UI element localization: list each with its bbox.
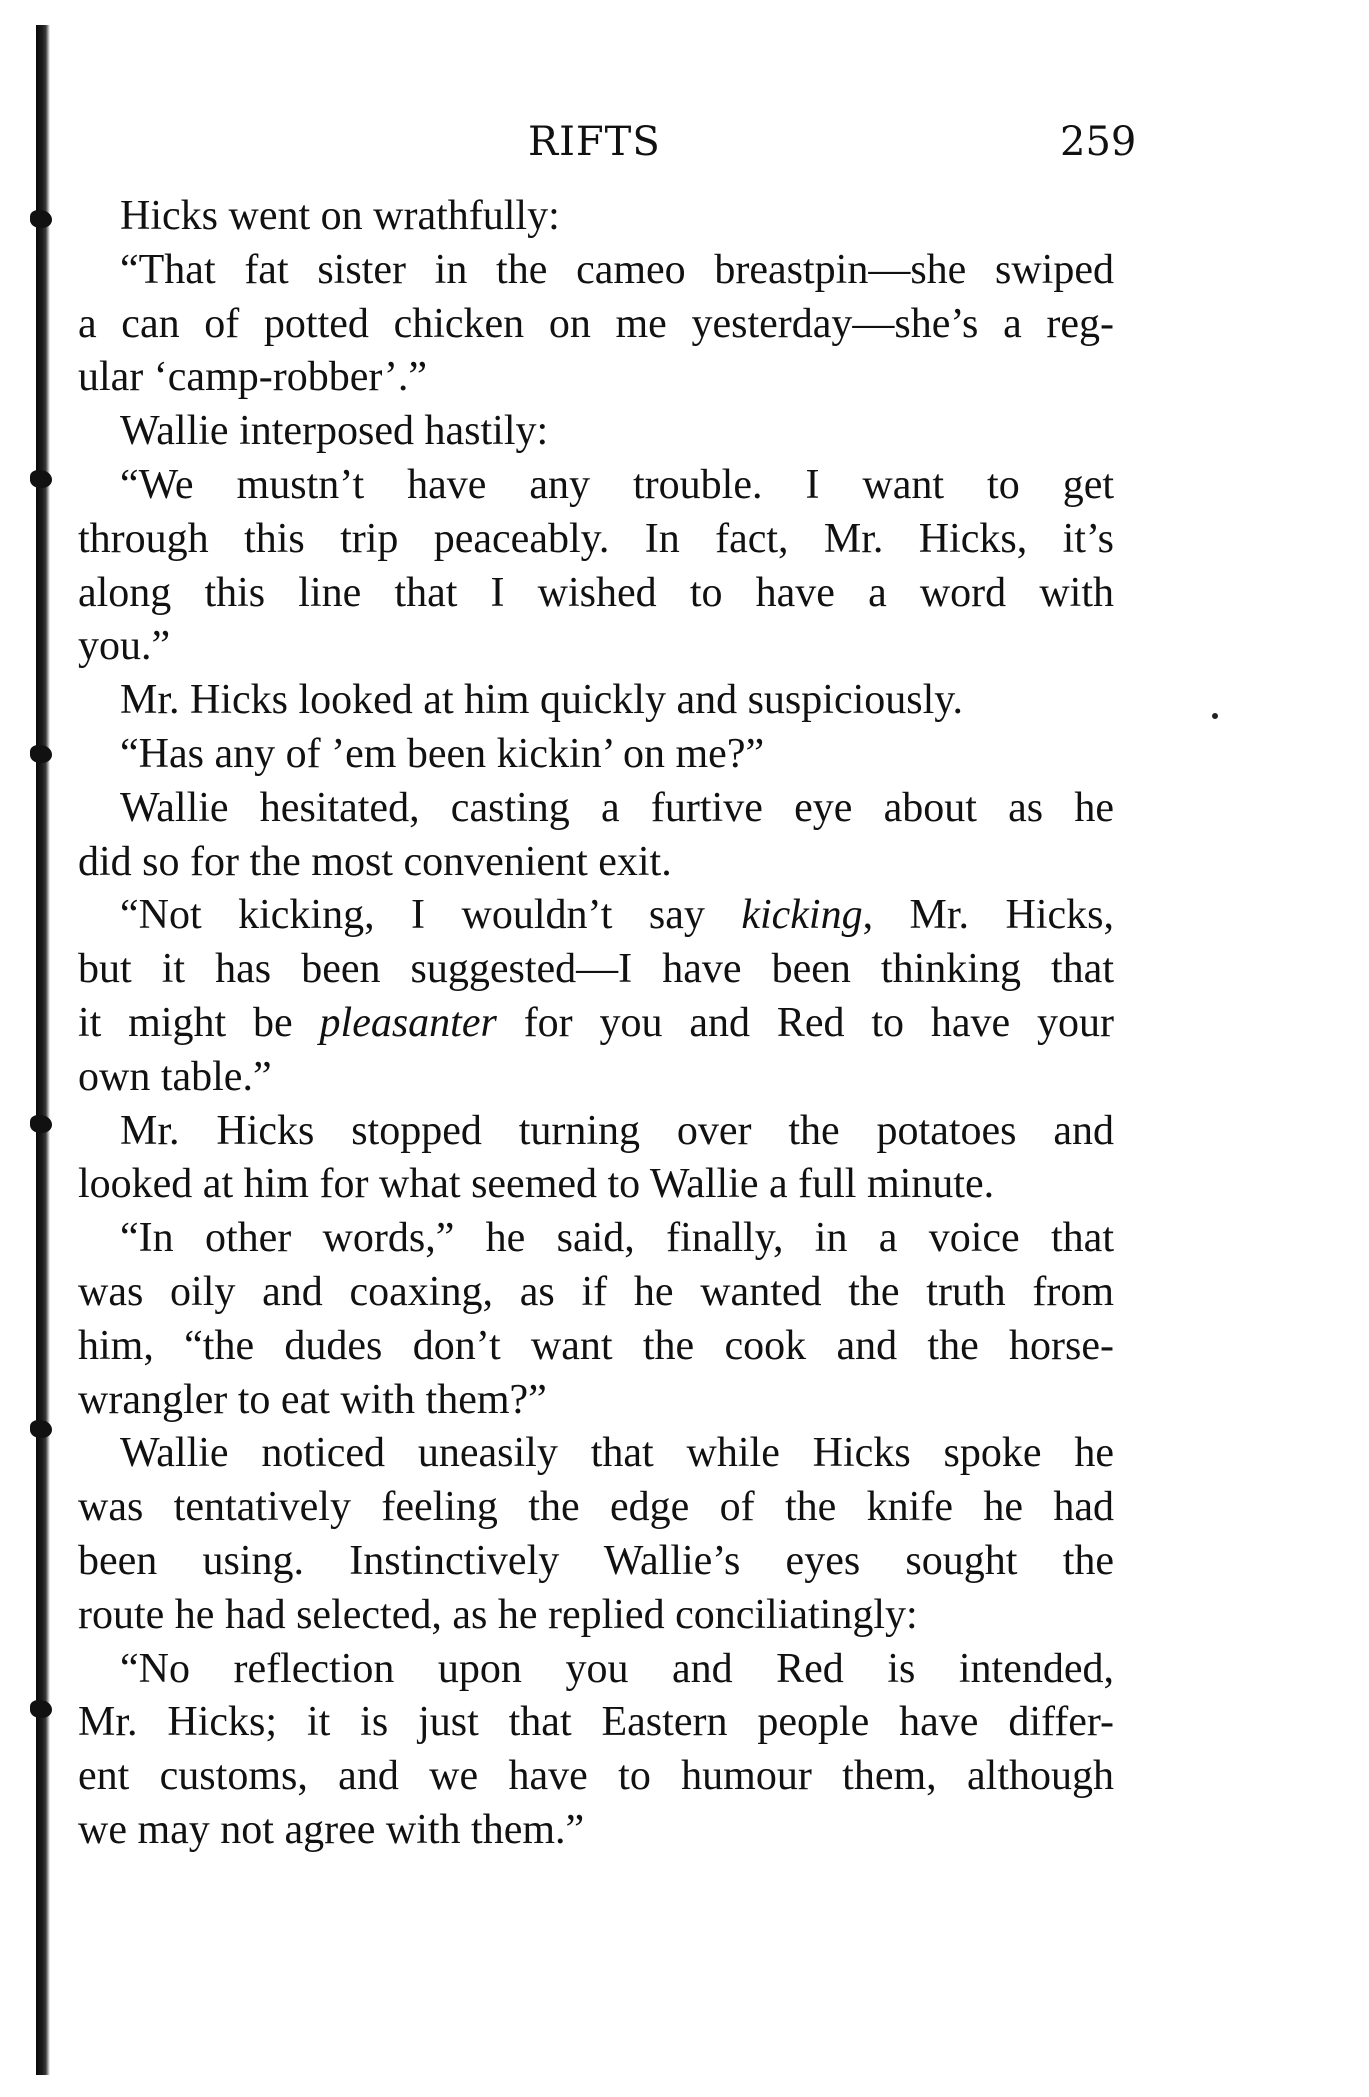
text-line: “Not kicking, I wouldn’t say kicking, Mr. Hicks, xyxy=(120,892,1115,939)
text-line: through this trip peaceably. In fact, Mr. Hicks, it’s xyxy=(78,515,1114,562)
text-line: been using. Instinctively Wallie’s eyes sought the xyxy=(78,1537,1114,1584)
scan-speck xyxy=(1212,713,1218,719)
text-line: but it has been suggested—I have been thinking that xyxy=(78,946,1114,993)
text-line: we may not agree with them.” xyxy=(78,1806,585,1853)
text-line: it might be pleasanter for you and Red to have your xyxy=(78,999,1114,1046)
binding-mark xyxy=(30,1700,52,1718)
emphasis: pleasanter xyxy=(319,999,497,1046)
text-line: ular ‘camp-robber’.” xyxy=(78,354,428,401)
running-head: RIFTS xyxy=(528,119,661,165)
text-line: you.” xyxy=(78,623,171,670)
text-line: a can of potted chicken on me yesterday—she’s a reg- xyxy=(78,300,1114,347)
text-line: Wallie noticed uneasily that while Hicks spoke he xyxy=(120,1430,1114,1477)
text-line: ent customs, and we have to humour them, although xyxy=(78,1753,1114,1800)
text-line: “No reflection upon you and Red is intended, xyxy=(120,1645,1114,1692)
text-line: Hicks went on wrathfully: xyxy=(120,193,560,239)
text-line: route he had selected, as he replied conciliatingly: xyxy=(78,1591,918,1638)
text-line: Mr. Hicks looked at him quickly and suspiciously. xyxy=(120,677,964,724)
text-line: was oily and coaxing, as if he wanted the truth from xyxy=(78,1268,1114,1315)
text-line: him, “the dudes don’t want the cook and the horse- xyxy=(78,1322,1114,1369)
binding-mark xyxy=(30,745,52,763)
text-line: Mr. Hicks; it is just that Eastern people have differ- xyxy=(78,1699,1114,1746)
text-line: Wallie hesitated, casting a furtive eye about as he xyxy=(120,784,1114,831)
binding-edge xyxy=(36,25,50,2075)
text-line: was tentatively feeling the edge of the knife he had xyxy=(78,1484,1114,1531)
text-line: “In other words,” he said, finally, in a voice that xyxy=(120,1215,1114,1262)
text-line: looked at him for what seemed to Wallie a full minute. xyxy=(78,1161,995,1208)
text-line: wrangler to eat with them?” xyxy=(78,1376,547,1423)
text-line: “Has any of ’em been kickin’ on me?” xyxy=(120,730,765,777)
text-line: did so for the most convenient exit. xyxy=(78,838,672,885)
binding-mark xyxy=(30,210,52,228)
emphasis: kicking xyxy=(741,892,863,939)
text-line: Mr. Hicks stopped turning over the potatoes and xyxy=(120,1107,1114,1154)
body-text xyxy=(78,190,1114,1858)
text-line: “That fat sister in the cameo breastpin—she swiped xyxy=(120,246,1114,293)
binding-mark xyxy=(30,470,52,488)
text-line: along this line that I wished to have a word with xyxy=(78,569,1114,616)
page-number: 259 xyxy=(1060,119,1137,165)
binding-mark xyxy=(30,1115,52,1133)
binding-mark xyxy=(30,1420,52,1438)
text-line: own table.” xyxy=(78,1053,272,1100)
page-header xyxy=(0,112,1369,172)
text-line: Wallie interposed hastily: xyxy=(120,408,549,455)
text-line: “We mustn’t have any trouble. I want to get xyxy=(120,461,1114,508)
